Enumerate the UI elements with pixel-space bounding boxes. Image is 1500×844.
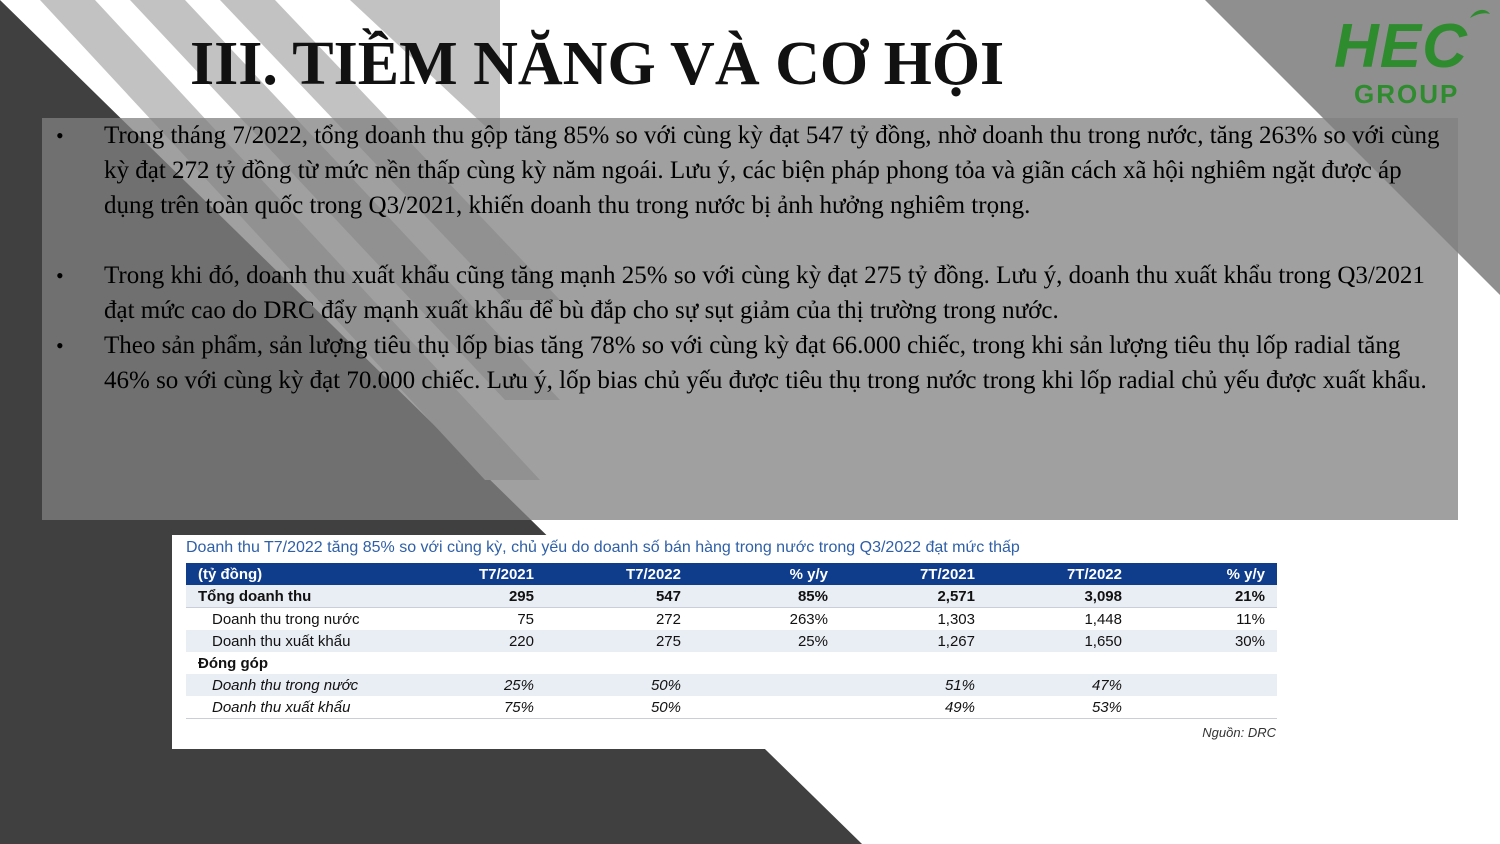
table-cell: 1,303: [937, 610, 975, 628]
column-header: T7/2021: [406, 563, 546, 585]
table-cell: [987, 652, 1134, 674]
column-header: T7/2022: [546, 563, 693, 585]
table-cell: 547: [546, 585, 693, 608]
table-cell: Doanh thu xuất khẩu: [186, 696, 406, 719]
content-textbox: [42, 118, 1458, 520]
table-cell: 2,571: [840, 585, 987, 608]
table-cell: [1134, 652, 1277, 674]
table-cell: 75: [517, 610, 534, 628]
table-cell: 75%: [406, 696, 546, 719]
table-cell: 1,448: [1084, 610, 1122, 628]
column-header: % y/y: [693, 563, 840, 585]
table-cell: Đóng góp: [198, 654, 268, 672]
bullet-spacer: [42, 223, 1458, 258]
table-cell: 220: [406, 630, 546, 652]
column-header: % y/y: [1134, 563, 1277, 585]
revenue-table: [186, 563, 1277, 719]
revenue-table-panel: [172, 535, 1286, 749]
table-cell: Doanh thu trong nước: [186, 674, 406, 696]
table-cell: 53%: [987, 696, 1134, 719]
table-cell: [1134, 674, 1277, 696]
table-cell: 3,098: [987, 585, 1134, 608]
table-row: [186, 696, 1277, 719]
table-header-row: [186, 563, 1277, 585]
table-cell: 25%: [693, 630, 840, 652]
table-row: [186, 674, 1277, 696]
table-cell: 47%: [987, 674, 1134, 696]
table-cell: 295: [406, 585, 546, 608]
table-cell: [693, 696, 840, 719]
leaf-icon: [1468, 4, 1492, 28]
table-cell: Tổng doanh thu: [186, 585, 406, 608]
column-header: (tỷ đồng): [186, 563, 406, 585]
bullet-item-product-volume: • Theo sản phẩm, sản lượng tiêu thụ lốp bias tăng 78% so với cùng kỳ đạt 66.000 chiếc, trong khi sản lượng tiêu thụ lốp radial tăng 46% so với cùng kỳ đạt 70.000 chiếc. Lưu ý, lốp bias chủ yếu được tiêu thụ trong nước trong khi lốp radial chủ yếu được xuất khẩu.: [42, 328, 1458, 398]
table-cell: 1,650: [987, 630, 1134, 652]
table-cell: 49%: [840, 696, 987, 719]
logo-text-group: GROUP: [1354, 79, 1460, 109]
table-cell: [546, 652, 693, 674]
table-source-note: Nguồn: DRC: [1202, 725, 1276, 740]
column-header: 7T/2022: [987, 563, 1134, 585]
bullet-item-export-revenue: • Trong khi đó, doanh thu xuất khẩu cũng tăng mạnh 25% so với cùng kỳ đạt 275 tỷ đồng. Lưu ý, doanh thu xuất khẩu trong Q3/2021 đạt mức cao do DRC đẩy mạnh xuất khẩu để bù đắp cho sự sụt giảm của thị trường trong nước.: [42, 258, 1458, 328]
table-cell: Doanh thu trong nước: [212, 610, 360, 628]
bullet-item-domestic-revenue: • Trong tháng 7/2022, tổng doanh thu gộp tăng 85% so với cùng kỳ đạt 547 tỷ đồng, nhờ doanh thu trong nước, tăng 263% so với cùng kỳ đạt 272 tỷ đồng từ mức nền thấp cùng kỳ năm ngoái. Lưu ý, các biện pháp phong tỏa và giãn cách xã hội nghiêm ngặt được áp dụng trên toàn quốc trong Q3/2021, khiến doanh thu trong nước bị ảnh hưởng nghiêm trọng.: [42, 118, 1458, 223]
table-cell: 25%: [406, 674, 546, 696]
table-cell: [840, 652, 987, 674]
table-cell: 11%: [1236, 610, 1265, 628]
page-title: III. TIỀM NĂNG VÀ CƠ HỘI: [190, 30, 1005, 98]
logo-text-hec: HEC: [1334, 12, 1468, 81]
table-row: [186, 585, 1277, 608]
table-cell: 30%: [1134, 630, 1277, 652]
table-cell: 275: [546, 630, 693, 652]
table-cell: 263%: [789, 610, 828, 628]
table-cell: 21%: [1134, 585, 1277, 608]
table-cell: 51%: [840, 674, 987, 696]
table-cell: 272: [655, 610, 681, 628]
table-cell: [693, 674, 840, 696]
table-row: [186, 608, 1277, 631]
table-cell: 50%: [546, 674, 693, 696]
table-row: [186, 652, 1277, 674]
hec-group-logo: [1326, 4, 1492, 114]
column-header: 7T/2021: [840, 563, 987, 585]
table-cell: [406, 652, 546, 674]
table-cell: [693, 652, 840, 674]
table-row: [186, 630, 1277, 652]
bullet-list: [42, 118, 1458, 398]
table-caption: Doanh thu T7/2022 tăng 85% so với cùng kỳ, chủ yếu do doanh số bán hàng trong nước trong Q3/2022 đạt mức thấp: [186, 539, 1020, 556]
table-cell: 50%: [546, 696, 693, 719]
table-cell: [1134, 696, 1277, 719]
table-cell: 85%: [693, 585, 840, 608]
table-cell: 1,267: [840, 630, 987, 652]
table-cell: Doanh thu xuất khẩu: [186, 630, 406, 652]
